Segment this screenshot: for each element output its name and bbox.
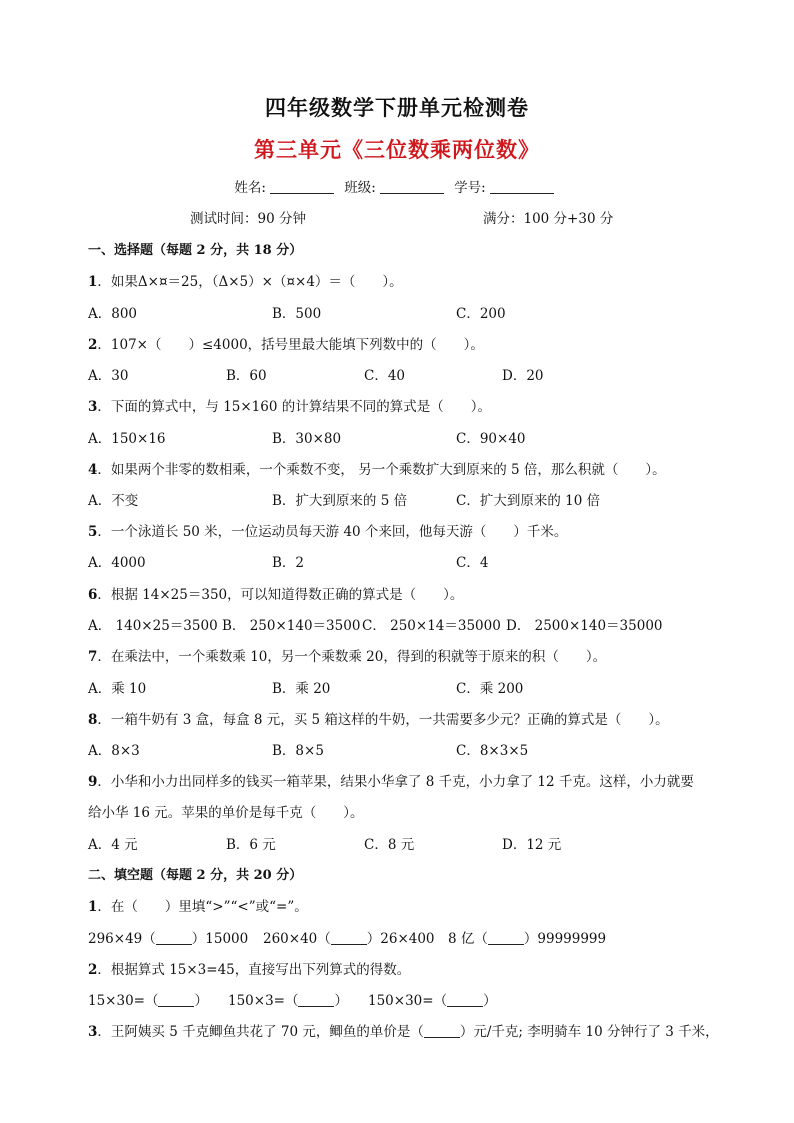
calc-item-1: 15×30=（ ）	[88, 993, 208, 1009]
option-a[interactable]: A．800	[88, 306, 138, 322]
question-text: ．一箱牛奶有 3 盒，每盒 8 元，买 5 箱这样的牛奶，一共需要多少元？正确的算式是（ ）。	[97, 712, 669, 728]
question-1-8	[88, 708, 669, 728]
option-a[interactable]: A．乘 10	[88, 681, 147, 697]
question-number: 7	[88, 649, 98, 665]
answer-blank[interactable]	[447, 993, 483, 1007]
option-b[interactable]: B．扩大到原来的 5 倍	[272, 493, 408, 509]
page-title: 四年级数学下册单元检测卷	[265, 96, 529, 120]
question-number: 8	[88, 712, 98, 728]
answer-blank[interactable]	[424, 1024, 460, 1038]
unit-subtitle: 第三单元《三位数乘两位数》	[254, 138, 540, 162]
question-2-2	[88, 958, 410, 978]
option-b[interactable]: B．60	[226, 368, 267, 384]
answer-blank[interactable]	[158, 993, 194, 1007]
option-a[interactable]: A．30	[88, 368, 129, 384]
option-b[interactable]: B．30×80	[272, 431, 342, 447]
option-a[interactable]: A．不变	[88, 493, 139, 509]
question-text: ．小华和小力出同样多的钱买一箱苹果，结果小华拿了 8 千克，小力拿了 12 千克。这样，小力就要	[97, 774, 694, 790]
test-time: 测试时间：90 分钟	[190, 211, 306, 227]
question-number: 2	[88, 337, 98, 353]
question-1-2	[88, 333, 484, 353]
option-c[interactable]: C．8 元	[364, 837, 415, 853]
option-a[interactable]: A． 140×25＝3500	[88, 618, 218, 634]
option-c[interactable]: C．乘 200	[456, 681, 524, 697]
question-text: ．一个泳道长 50 米，一位运动员每天游 40 个来回，他每天游（ ）千米。	[97, 524, 568, 540]
class-blank[interactable]	[380, 179, 444, 194]
question-1-3	[88, 395, 491, 415]
question-text: ．如果两个非零的数相乘，一个乘数不变， 另一个乘数扩大到原来的 5 倍，那么积就（ ）。	[97, 462, 666, 478]
question-number: 1	[88, 274, 98, 290]
option-c[interactable]: C．扩大到原来的 10 倍	[456, 493, 601, 509]
option-a[interactable]: A．150×16	[88, 431, 166, 447]
question-2-3	[88, 1020, 719, 1040]
name-blank[interactable]	[270, 179, 334, 194]
question-text-part1: ．王阿姨买 5 千克鲫鱼共花了 70 元，鲫鱼的单价是（	[97, 1024, 424, 1040]
name-label: 姓名:	[234, 180, 266, 196]
question-text: ．107×（ ）≤4000，括号里最大能填下列数中的（ ）。	[97, 337, 484, 353]
section-heading-choice: 一、选择题（每题 2 分，共 18 分）	[88, 243, 303, 258]
answer-blank[interactable]	[331, 931, 367, 945]
compare-item-3: 8 亿（ ）99999999	[448, 931, 607, 947]
question-number: 1	[88, 899, 98, 915]
question-1-5	[88, 520, 567, 540]
question-1-6	[88, 583, 463, 603]
question-1-1	[88, 270, 403, 290]
option-b[interactable]: B．乘 20	[272, 681, 331, 697]
calc-item-2: 150×3=（ ）	[228, 993, 348, 1009]
question-1-9	[88, 770, 694, 790]
option-c[interactable]: C．8×3×5	[456, 743, 529, 759]
option-b[interactable]: B．8×5	[272, 743, 324, 759]
question-1-9-line2: 给小华 16 元。苹果的单价是每千克（ ）。	[88, 805, 364, 821]
option-c[interactable]: C．4	[456, 555, 489, 571]
compare-item-2: 260×40（ ）26×400	[263, 931, 435, 947]
student-info-row	[0, 176, 794, 196]
option-b[interactable]: B．2	[272, 555, 305, 571]
answer-blank[interactable]	[156, 931, 192, 945]
id-blank[interactable]	[490, 179, 554, 194]
option-c[interactable]: C．200	[456, 306, 506, 322]
class-label: 班级:	[344, 180, 376, 196]
compare-item-1: 296×49（ ）15000	[88, 931, 249, 947]
option-b[interactable]: B． 250×140＝3500	[222, 618, 361, 634]
option-c[interactable]: C．40	[364, 368, 406, 384]
question-text: ．根据 14×25＝350，可以知道得数正确的算式是（ ）。	[97, 587, 464, 603]
option-d[interactable]: D．20	[502, 368, 544, 384]
option-b[interactable]: B．6 元	[226, 837, 276, 853]
question-text: ．在（ ）里填“>”“<”或“=”。	[97, 899, 308, 915]
question-text: ．如果Δ×¤＝25，（Δ×5）×（¤×4）＝（ ）。	[97, 274, 403, 290]
option-b[interactable]: B．500	[272, 306, 322, 322]
option-c[interactable]: C． 250×14＝35000	[362, 618, 501, 634]
question-2-1	[88, 895, 308, 915]
question-text: ．在乘法中，一个乘数乘 10，另一个乘数乘 20，得到的积就等于原来的积（ ）。	[97, 649, 607, 665]
answer-blank[interactable]	[488, 931, 524, 945]
answer-blank[interactable]	[298, 993, 334, 1007]
question-text-part2: ）元/千克; 李明骑车 10 分钟行了 3 千米，	[459, 1024, 719, 1040]
option-c[interactable]: C．90×40	[456, 431, 526, 447]
id-label: 学号:	[454, 180, 486, 196]
calc-item-3: 150×30=（ ）	[368, 993, 497, 1009]
question-number: 5	[88, 524, 98, 540]
option-d[interactable]: D． 2500×140＝35000	[506, 618, 663, 634]
question-1-7	[88, 645, 606, 665]
question-number: 9	[88, 774, 98, 790]
question-1-4	[88, 458, 666, 478]
question-text: ．根据算式 15×3=45，直接写出下列算式的得数。	[97, 962, 411, 978]
option-a[interactable]: A．4000	[88, 555, 146, 571]
question-number: 4	[88, 462, 98, 478]
question-number: 2	[88, 962, 98, 978]
full-score: 满分：100 分+30 分	[483, 211, 614, 227]
question-number: 3	[88, 399, 98, 415]
option-a[interactable]: A．4 元	[88, 837, 138, 853]
option-d[interactable]: D．12 元	[502, 837, 562, 853]
section-heading-fill: 二、填空题（每题 2 分，共 20 分）	[88, 868, 303, 883]
question-text: ．下面的算式中，与 15×160 的计算结果不同的算式是（ ）。	[97, 399, 491, 415]
question-number: 3	[88, 1024, 98, 1040]
question-number: 6	[88, 587, 98, 603]
option-a[interactable]: A．8×3	[88, 743, 140, 759]
